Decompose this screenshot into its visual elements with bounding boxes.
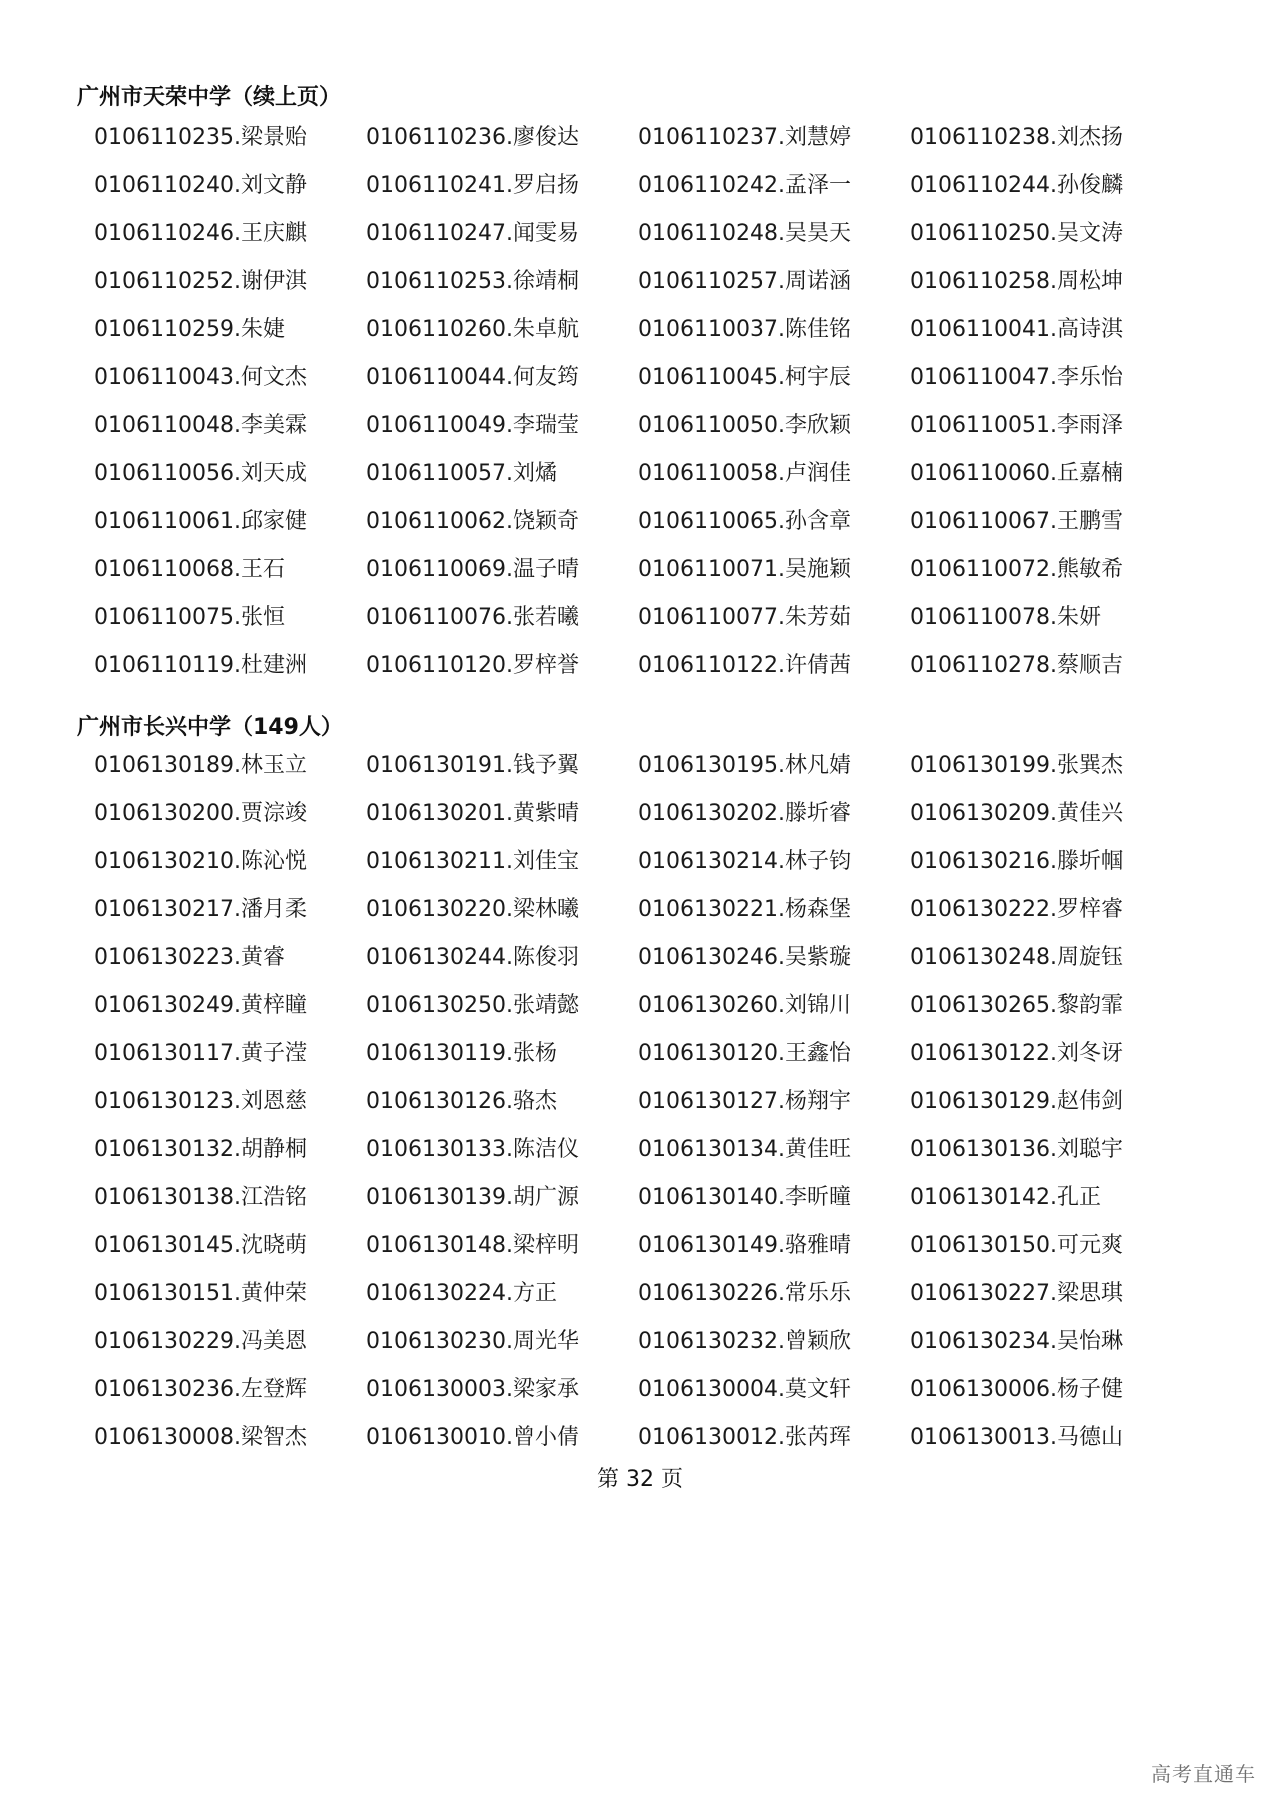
- student-entry: 0106110067.王鹏雪: [910, 509, 1123, 534]
- student-entry: 0106130249.黄梓瞳: [94, 993, 307, 1018]
- student-entry: 0106110236.廖俊达: [366, 125, 579, 150]
- student-entry: 0106110043.何文杰: [94, 365, 307, 390]
- student-entry: 0106110058.卢润佳: [638, 461, 851, 486]
- student-entry: 0106130149.骆雅晴: [638, 1233, 851, 1258]
- student-entry: 0106130195.林凡婧: [638, 753, 851, 778]
- student-entry: 0106130200.贾淙竣: [94, 801, 307, 826]
- student-entry: 0106110071.吴施颖: [638, 557, 851, 582]
- student-entry: 0106110119.杜建洲: [94, 653, 307, 678]
- student-entry: 0106130122.刘冬讶: [910, 1041, 1123, 1066]
- student-entry: 0106130232.曾颖欣: [638, 1329, 851, 1354]
- student-entry: 0106110278.蔡顺吉: [910, 653, 1123, 678]
- student-entry: 0106110240.刘文静: [94, 173, 307, 198]
- student-entry: 0106110047.李乐怡: [910, 365, 1123, 390]
- student-entry: 0106130008.梁智杰: [94, 1425, 307, 1450]
- student-entry: 0106130013.马德山: [910, 1425, 1123, 1450]
- student-entry: 0106110050.李欣颖: [638, 413, 851, 438]
- student-entry: 0106110122.许倩茜: [638, 653, 851, 678]
- student-entry: 0106130250.张靖懿: [366, 993, 579, 1018]
- student-entry: 0106110253.徐靖桐: [366, 269, 579, 294]
- student-entry: 0106110060.丘嘉楠: [910, 461, 1123, 486]
- student-entry: 0106130138.江浩铭: [94, 1185, 307, 1210]
- student-entry: 0106110252.谢伊淇: [94, 269, 307, 294]
- student-entry: 0106130126.骆杰: [366, 1089, 557, 1114]
- student-entry: 0106130227.梁思琪: [910, 1281, 1123, 1306]
- student-entry: 0106130236.左登辉: [94, 1377, 307, 1402]
- student-entry: 0106110238.刘杰扬: [910, 125, 1123, 150]
- student-entry: 0106130119.张杨: [366, 1041, 557, 1066]
- student-entry: 0106110062.饶颖奇: [366, 509, 579, 534]
- student-entry: 0106130224.方正: [366, 1281, 557, 1306]
- student-entry: 0106130133.陈洁仪: [366, 1137, 579, 1162]
- watermark-text: 高考直通车: [1151, 1762, 1256, 1786]
- student-entry: 0106110068.王石: [94, 557, 285, 582]
- student-entry: 0106130140.李昕曈: [638, 1185, 851, 1210]
- student-entry: 0106110120.罗梓誉: [366, 653, 579, 678]
- student-entry: 0106110241.罗启扬: [366, 173, 579, 198]
- student-entry: 0106130229.冯美恩: [94, 1329, 307, 1354]
- student-entry: 0106130211.刘佳宝: [366, 849, 579, 874]
- student-entry: 0106110259.朱婕: [94, 317, 285, 342]
- student-entry: 0106130142.孔正: [910, 1185, 1101, 1210]
- student-entry: 0106130136.刘聪宇: [910, 1137, 1123, 1162]
- student-entry: 0106130220.梁林曦: [366, 897, 579, 922]
- student-entry: 0106130134.黄佳旺: [638, 1137, 851, 1162]
- student-entry: 0106130148.梁梓明: [366, 1233, 579, 1258]
- student-entry: 0106130221.杨森堡: [638, 897, 851, 922]
- student-entry: 0106110041.高诗淇: [910, 317, 1123, 342]
- student-entry: 0106130004.莫文轩: [638, 1377, 851, 1402]
- student-entry: 0106130127.杨翔宇: [638, 1089, 851, 1114]
- student-entry: 0106110045.柯宇辰: [638, 365, 851, 390]
- student-entry: 0106110069.温子晴: [366, 557, 579, 582]
- student-entry: 0106110244.孙俊麟: [910, 173, 1123, 198]
- student-entry: 0106110048.李美霖: [94, 413, 307, 438]
- student-entry: 0106130246.吴紫璇: [638, 945, 851, 970]
- student-entry: 0106110057.刘燏: [366, 461, 557, 486]
- student-entry: 0106130222.罗梓睿: [910, 897, 1123, 922]
- student-entry: 0106130189.林玉立: [94, 753, 307, 778]
- student-entry: 0106110049.李瑞莹: [366, 413, 579, 438]
- student-entry: 0106110237.刘慧婷: [638, 125, 851, 150]
- student-entry: 0106130223.黄睿: [94, 945, 285, 970]
- student-entry: 0106110072.熊敏希: [910, 557, 1123, 582]
- student-entry: 0106110235.梁景贻: [94, 125, 307, 150]
- student-entry: 0106110250.吴文涛: [910, 221, 1123, 246]
- student-entry: 0106110075.张恒: [94, 605, 285, 630]
- student-entry: 0106110056.刘天成: [94, 461, 307, 486]
- student-entry: 0106110257.周诺涵: [638, 269, 851, 294]
- student-entry: 0106110044.何友筠: [366, 365, 579, 390]
- student-entry: 0106130244.陈俊羽: [366, 945, 579, 970]
- student-entry: 0106130260.刘锦川: [638, 993, 851, 1018]
- student-entry: 0106130132.胡静桐: [94, 1137, 307, 1162]
- student-entry: 0106130202.滕圻睿: [638, 801, 851, 826]
- student-entry: 0106130010.曾小倩: [366, 1425, 579, 1450]
- page-number: 第 32 页: [597, 1467, 683, 1492]
- student-entry: 0106130201.黄紫晴: [366, 801, 579, 826]
- student-entry: 0106110246.王庆麒: [94, 221, 307, 246]
- student-entry: 0106110077.朱芳茹: [638, 605, 851, 630]
- student-entry: 0106130217.潘月柔: [94, 897, 307, 922]
- student-entry: 0106130145.沈晓萌: [94, 1233, 307, 1258]
- student-entry: 0106130191.钱予翼: [366, 753, 579, 778]
- student-entry: 0106130234.吴怡琳: [910, 1329, 1123, 1354]
- student-entry: 0106130129.赵伟剑: [910, 1089, 1123, 1114]
- student-entry: 0106110051.李雨泽: [910, 413, 1123, 438]
- student-entry: 0106130209.黄佳兴: [910, 801, 1123, 826]
- student-entry: 0106130151.黄仲荣: [94, 1281, 307, 1306]
- student-entry: 0106110065.孙含章: [638, 509, 851, 534]
- student-entry: 0106110037.陈佳铭: [638, 317, 851, 342]
- student-entry: 0106130003.梁家承: [366, 1377, 579, 1402]
- student-entry: 0106130199.张巽杰: [910, 753, 1123, 778]
- student-entry: 0106110076.张若曦: [366, 605, 579, 630]
- student-entry: 0106130139.胡广源: [366, 1185, 579, 1210]
- student-entry: 0106110242.孟泽一: [638, 173, 851, 198]
- student-entry: 0106130006.杨子健: [910, 1377, 1123, 1402]
- section-title: 广州市长兴中学（149人）: [77, 715, 343, 740]
- student-entry: 0106130226.常乐乐: [638, 1281, 851, 1306]
- student-entry: 0106110248.吴昊天: [638, 221, 851, 246]
- student-entry: 0106130120.王鑫怡: [638, 1041, 851, 1066]
- student-entry: 0106130216.滕圻帼: [910, 849, 1123, 874]
- student-entry: 0106130230.周光华: [366, 1329, 579, 1354]
- student-entry: 0106130012.张芮珲: [638, 1425, 851, 1450]
- student-entry: 0106130117.黄子滢: [94, 1041, 307, 1066]
- student-entry: 0106130210.陈沁悦: [94, 849, 307, 874]
- student-entry: 0106130265.黎韵霏: [910, 993, 1123, 1018]
- student-entry: 0106110061.邱家健: [94, 509, 307, 534]
- student-entry: 0106110258.周松坤: [910, 269, 1123, 294]
- student-entry: 0106130214.林子钧: [638, 849, 851, 874]
- student-entry: 0106130248.周旋钰: [910, 945, 1123, 970]
- student-entry: 0106110247.闻雯易: [366, 221, 579, 246]
- student-entry: 0106110260.朱卓航: [366, 317, 579, 342]
- section-title: 广州市天荣中学（续上页）: [77, 85, 342, 110]
- student-entry: 0106130123.刘恩慈: [94, 1089, 307, 1114]
- student-entry: 0106130150.可元爽: [910, 1233, 1123, 1258]
- student-entry: 0106110078.朱妍: [910, 605, 1101, 630]
